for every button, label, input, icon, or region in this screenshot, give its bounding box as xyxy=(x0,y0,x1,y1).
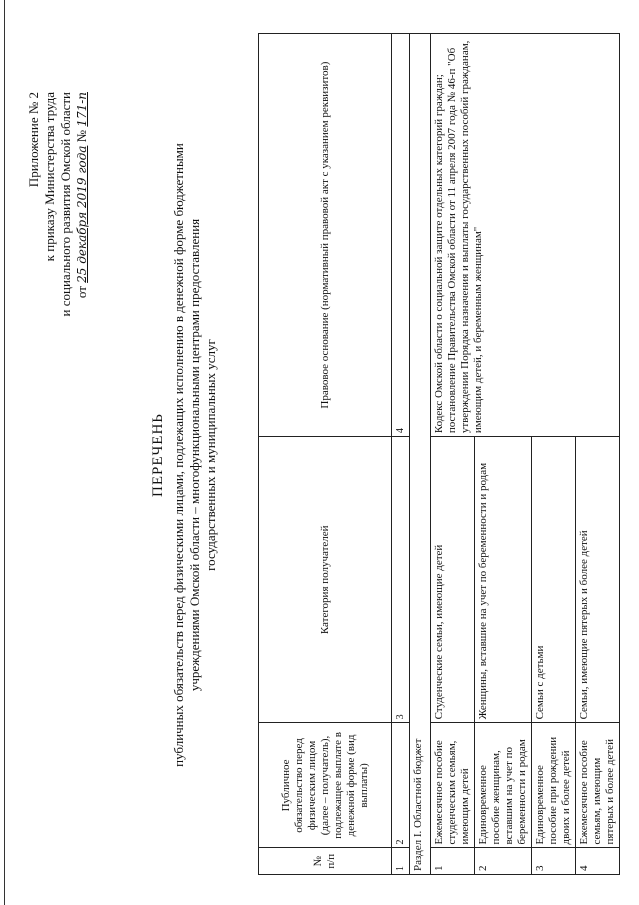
section-row xyxy=(410,34,431,875)
row-category: Женщины, вставшие на учет по беременности и родам xyxy=(475,437,532,723)
handwritten-date: 25 декабря 2019 года xyxy=(75,145,89,283)
appendix-ministry-line: и социального развития Омской области xyxy=(58,92,73,317)
row-obligation: Единовременное пособие при рождении двоих и более детей xyxy=(532,723,576,848)
row-number: 1 xyxy=(431,848,475,875)
heading-subtitle-2: учреждениями Омской области – многофункциональными центрами предоставления xyxy=(187,218,202,692)
header-category: Категория получателей xyxy=(259,437,392,723)
table-header-row xyxy=(259,34,392,875)
row-obligation: Единовременное пособие женщинам, вставшим на учет по беременности и родам xyxy=(475,723,532,848)
row-number: 3 xyxy=(532,848,576,875)
section-title: Раздел I. Областной бюджет xyxy=(410,34,431,875)
table-row xyxy=(431,34,475,875)
obligations-table xyxy=(258,33,620,875)
appendix-order-line: к приказу Министерства труда xyxy=(42,92,57,262)
row-category: Семьи с детьми xyxy=(532,437,576,723)
row-number: 4 xyxy=(576,848,620,875)
heading-subtitle-1: публичных обязательств перед физическими лицами, подлежащих исполнению в денежной форме бюджетными xyxy=(171,143,186,767)
column-number: 4 xyxy=(392,34,410,437)
column-number-row xyxy=(392,34,410,875)
header-legal-basis: Правовое основание (нормативный правовой акт с указанием реквизитов) xyxy=(259,34,392,437)
row-legal-basis: Кодекс Омской области о социальной защите отдельных категорий граждан; постановление Правительства Омской области от 11 апреля 2007 года № 46-п "Об утверждении Порядка назначения и выплаты государственных пособий гражданам, имеющим детей, и беременным женщинам" xyxy=(431,34,620,437)
column-number: 2 xyxy=(392,723,410,848)
appendix-number: Приложение № 2 xyxy=(26,92,41,188)
header-number: № п/п xyxy=(259,848,392,875)
heading-subtitle-3: государственных и муниципальных услуг xyxy=(203,339,218,571)
handwritten-number: 171-п xyxy=(75,92,89,127)
number-prefix: № xyxy=(74,129,89,143)
header-obligation: Публичное обязательство перед физическим лицом (далее – получатель), подлежащее выплате в денежной форме (вид выплаты) xyxy=(259,723,392,848)
row-category: Студенческие семьи, имеющие детей xyxy=(431,437,475,723)
row-obligation: Ежемесячное пособие студенческим семьям, имеющим детей xyxy=(431,723,475,848)
document-title: ПЕРЕЧЕНЬ xyxy=(150,413,166,497)
date-prefix: от xyxy=(74,286,89,299)
row-obligation: Ежемесячное пособие семьям, имеющим пятерых и более детей xyxy=(576,723,620,848)
row-number: 2 xyxy=(475,848,532,875)
appendix-date-line xyxy=(74,92,90,432)
column-number: 3 xyxy=(392,437,410,723)
row-category: Семьи, имеющие пятерых и более детей xyxy=(576,437,620,723)
document-heading xyxy=(150,65,219,845)
appendix-block xyxy=(26,92,90,432)
column-number: 1 xyxy=(392,848,410,875)
